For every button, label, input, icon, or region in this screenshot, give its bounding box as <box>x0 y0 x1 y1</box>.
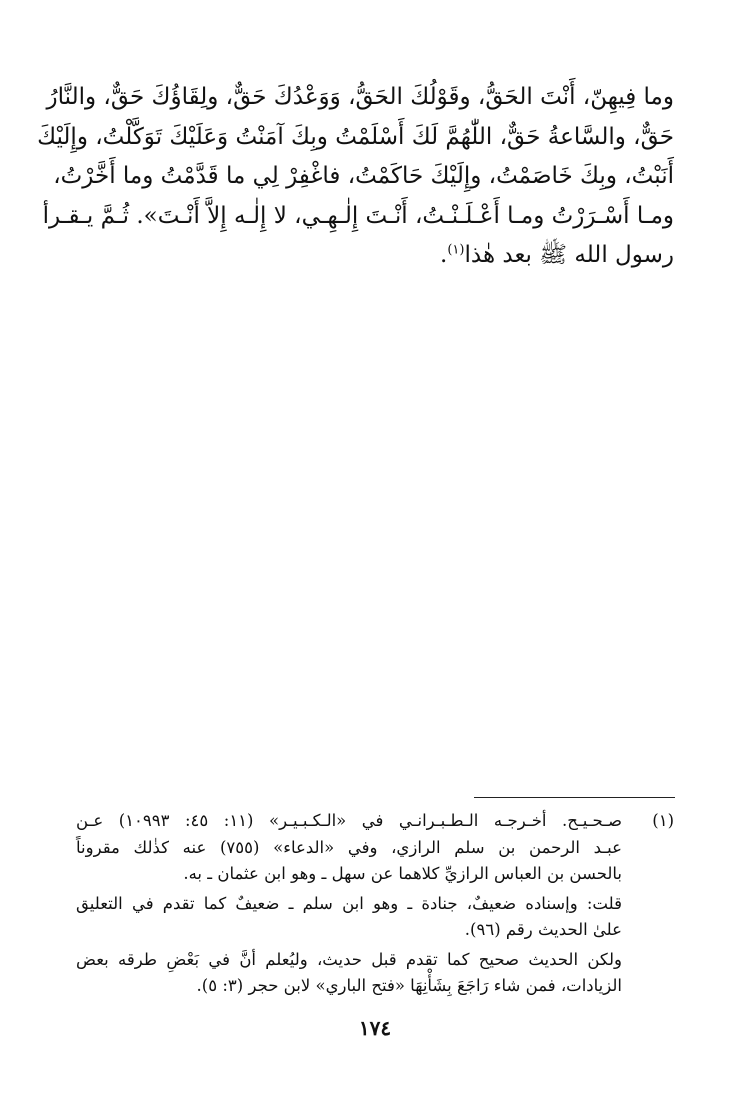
footnote-line-1: صـحـيـح. أخـرجـه الـطـبـرانـي في «الـكـبـيـر» (١١: ٤٥: ١٠٩٩٣) عـن <box>76 811 622 830</box>
body-line-1: وما فِيهِنّ، أَنْتَ الحَقُّ، وقَوْلُكَ الحَقُّ، وَوَعْدُكَ حَقٌّ، ولِقَاؤُكَ حَقٌّ، والنَّارُ <box>46 84 674 110</box>
body-end-punctuation: . <box>440 242 448 268</box>
footnote-1 <box>76 808 674 1000</box>
footnote-reference: (١) <box>447 242 465 258</box>
footnote-line-7: الزيادات، فمن شاء رَاجَعَ بِشَأْنِهَا «فتح الباري» لابن حجر (٣: ٥). <box>196 976 622 995</box>
footnote-line-2: عبـد الرحمن بن سلم الرازي، وفي «الدعاء» (٧٥٥) عنه كذٰلك مقروناً <box>76 837 622 857</box>
footnotes-block <box>76 808 674 1000</box>
footnote-line-4: قلت: وإسناده ضعيفٌ، جنادة ـ وهو ابن سلم ـ ضعيفٌ كما تقدم في التعليق <box>76 893 622 913</box>
footnote-number: (١) <box>652 811 674 830</box>
footnote-line-3: بالحسن بن العباس الرازيِّ كلاهما عن سهل ـ وهو ابن عثمان ـ به. <box>183 864 622 883</box>
footnote-body <box>76 808 622 1000</box>
page-number: ١٧٤ <box>358 1016 392 1040</box>
body-line-5 <box>76 236 674 276</box>
main-text-block <box>37 78 674 276</box>
footnote-line-6: ولكن الحديث صحيح كما تقدم قبل حديث، وليُعلم أنَّ في بَعْضِ طرقه بعض <box>76 949 622 969</box>
footnote-line-5: علىٰ الحديث رقم (٩٦). <box>464 920 622 939</box>
body-last-line-text: رسول الله ﷺ بعد هٰذا <box>464 242 674 268</box>
footnote-separator-rule <box>474 797 675 798</box>
body-line-3: أَنَبْتُ، وبِكَ خَاصَمْتُ، وإِلَيْكَ حَاكَمْتُ، فاغْفِرْ لِي ما قَدَّمْتُ وما أَخَّرْتُ، <box>53 163 674 189</box>
body-line-4: ومـا أَسْـرَرْتُ ومـا أَعْـلَـنْـتُ، أَنْـتَ إِلٰـهِـي، لا إِلٰـه إِلاَّ أَنْـتَ». ثُـمَّ يـقـرأ <box>42 202 674 229</box>
body-line-2: حَقٌّ، والسَّاعةُ حَقٌّ، اللّٰهُمَّ لَكَ أَسْلَمْتُ وبِكَ آمَنْتُ وَعَلَيْكَ تَوَكَّلْتُ، وإِلَيْكَ <box>37 123 674 150</box>
